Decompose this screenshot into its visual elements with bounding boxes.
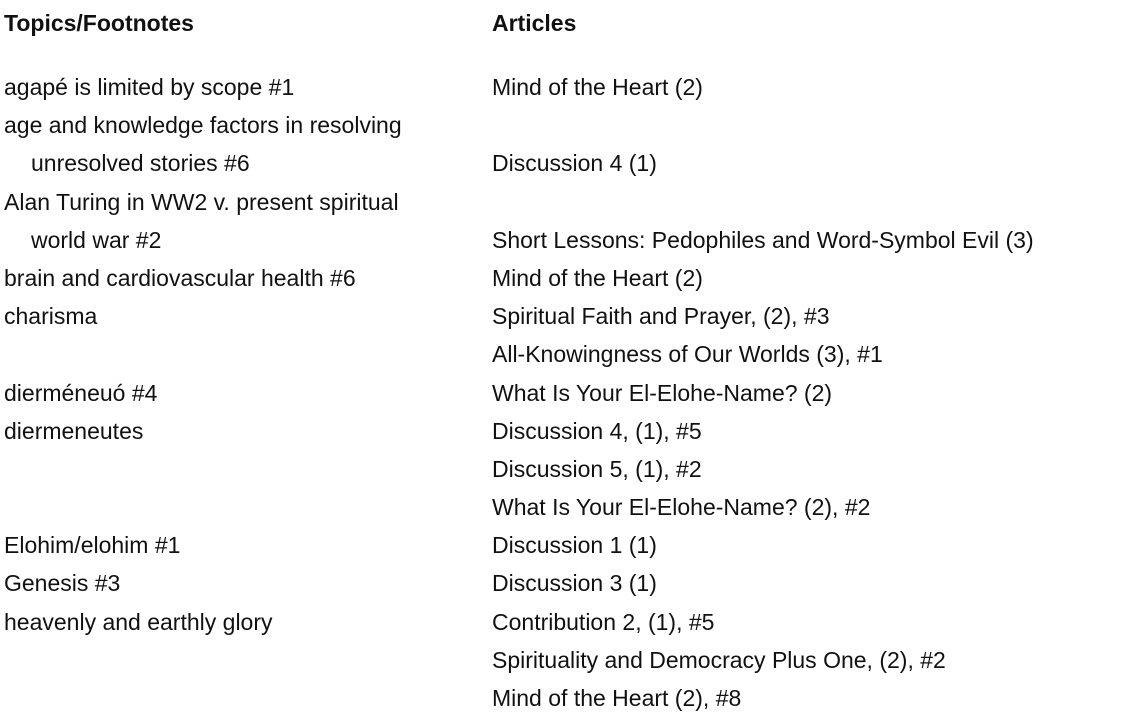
topic-line: agapé is limited by scope #1 [4, 74, 295, 100]
article-line: Mind of the Heart (2), #8 [492, 685, 742, 711]
article-line: Spirituality and Democracy Plus One, (2), #2 [492, 646, 946, 673]
article-line: Discussion 5, (1), #2 [492, 455, 702, 482]
article-line: Contribution 2, (1), #5 [492, 608, 715, 635]
articles-column [492, 0, 1127, 717]
topic-line: Alan Turing in WW2 v. present spiritual [4, 188, 399, 215]
topic-line: charisma [4, 303, 98, 330]
articles-header: Articles [492, 10, 577, 36]
topic-line: Genesis #3 [4, 570, 121, 597]
topic-line-empty [4, 335, 474, 373]
topic-line: heavenly and earthly glory [4, 608, 273, 635]
article-line: Mind of the Heart (2) [492, 74, 703, 100]
article-line: Short Lessons: Pedophiles and Word-Symbol Evil (3) [492, 226, 1034, 253]
topic-line: age and knowledge factors in resolving [4, 112, 402, 139]
topic-line-continuation: world war #2 [31, 226, 162, 253]
article-line: All-Knowingness of Our Worlds (3), #1 [492, 341, 883, 368]
article-line-empty [492, 183, 1127, 221]
article-line-empty [492, 106, 1127, 144]
article-line: What Is Your El-Elohe-Name? (2), #2 [492, 494, 871, 521]
topic-line-empty [4, 641, 474, 679]
topic-line-empty [4, 679, 474, 717]
article-line: Spiritual Faith and Prayer, (2), #3 [492, 303, 830, 330]
topics-header: Topics/Footnotes [4, 10, 194, 36]
topics-column [4, 0, 474, 717]
article-line: Discussion 4 (1) [492, 150, 657, 177]
topic-line: diermeneutes [4, 417, 144, 444]
header-spacer [492, 48, 1127, 68]
article-line: Discussion 4, (1), #5 [492, 417, 702, 444]
topic-line: Elohim/elohim #1 [4, 532, 181, 559]
topic-line: dierméneuó #4 [4, 379, 158, 406]
article-line: Discussion 1 (1) [492, 532, 657, 559]
article-line: Discussion 3 (1) [492, 570, 657, 597]
article-line: What Is Your El-Elohe-Name? (2) [492, 379, 833, 406]
topic-line-empty [4, 488, 474, 526]
topic-line-empty [4, 450, 474, 488]
topic-line-continuation: unresolved stories #6 [31, 150, 250, 177]
topic-line: brain and cardiovascular health #6 [4, 264, 356, 291]
article-line: Mind of the Heart (2) [492, 264, 703, 291]
header-spacer [4, 48, 474, 68]
